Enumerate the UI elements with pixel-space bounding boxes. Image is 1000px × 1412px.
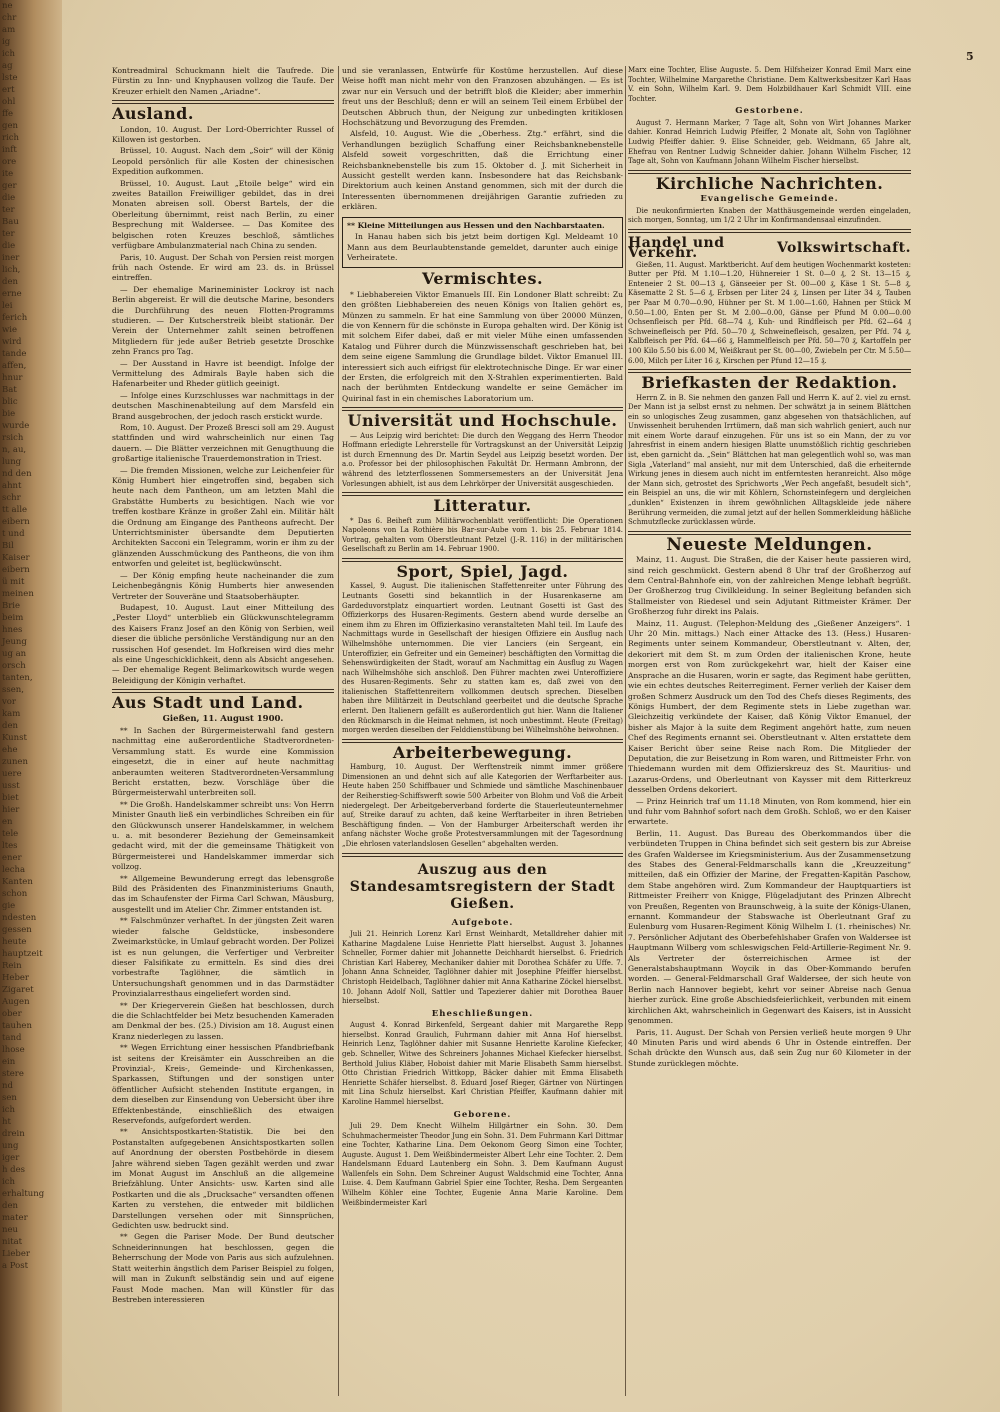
news-item: ** Ansichtspostkarten-Statistik. Die bei den Postanstalten aufgegebenen Ansichtspostkarten sollen auf Anordnung der obersten Postbehörde in diesem Jahre während sieben Tagen gezählt werden und zwar im Monat August im Anschluß an die allgemeine Briefzählung. Unter Ansichts- usw. Karten sind alle Postkarten und die als „Drucksache“ versandten offenen Karten zu verstehen, die entweder mit bildlichen Darstellungen versehen oder mit Sinnsprüchen, Gedichten usw. bedruckt sind.: [112, 1127, 334, 1231]
spine-text-fragment: rsich: [2, 433, 24, 443]
news-item: ** Allgemeine Bewunderung erregt das lebensgroße Bild des Präsidenten des Finanzministeriums Gnauth, das im Schaufenster der Firma Carl Schwan, Mäusburg, ausgestellt und im Atelier Chr. Zimmer entstanden ist.: [112, 873, 334, 914]
news-item: — Die fremden Missionen, welche zur Leichenfeier für König Humbert hier eingetroffen sind, begaben sich heute nach dem Pantheon, um am letzten Mahl die Grabstätte Humberts zu besichtigen. Nach wie vor treffen kostbare Kränze in großer Zahl ein. Militär hält die Ordnung am Eingange des Pantheons aufrecht. Der Unterrichtsminister übersandte dem Deputierten Architekten Sacconi ein Telegramm, worin er ihm zu der glänzenden Ausschmückung des Pantheons, die von ihm entworfen und geleitet ist, beglückwünscht.: [112, 465, 334, 569]
page-number: 5: [966, 50, 974, 63]
spine-text-fragment: den: [2, 277, 18, 287]
spine-text-fragment: lich,: [2, 265, 21, 275]
spine-text-fragment: wie: [2, 325, 18, 335]
spine-text-fragment: wird: [2, 337, 22, 347]
spine-text-fragment: hauptzeit: [2, 949, 43, 959]
spine-text-fragment: ein: [2, 1057, 16, 1067]
spine-text-fragment: Augen: [2, 997, 30, 1007]
subheading-evangelische: Evangelische Gemeinde.: [700, 194, 839, 205]
spine-text-fragment: nitat: [2, 1237, 23, 1247]
spine-text-fragment: lei: [2, 301, 13, 311]
spine-text-fragment: den: [2, 1201, 18, 1211]
spine-text-fragment: lhose: [2, 1045, 25, 1055]
spine-text-fragment: h des: [2, 1165, 26, 1175]
news-item: Mainz, 11. August. Die Straßen, die der Kaiser heute passieren wird, sind reich geschmückt. Gestern abend 8 Uhr traf der Großherzog auf dem Central-Bahnhofe ein, von der zahlreichen Menge lebhaft begrüßt. Der Großherzog trug Civilkleidung. In seiner Begleitung befanden sich Stallmeister von Riedesel und sein Adjutant Rittmeister Krämer. Der Großherzog fuhr direkt ins Palais.: [628, 555, 911, 617]
section-heading-vermischtes: Vermischtes.: [421, 269, 544, 289]
spine-text-fragment: a Post: [2, 1261, 29, 1271]
spine-text-fragment: ag: [2, 61, 13, 71]
dateline: Gießen, 11. August 1900.: [162, 713, 284, 724]
spine-text-fragment: vor: [2, 697, 16, 707]
spine-text-fragment: Zigaret: [2, 985, 34, 995]
spine-text-fragment: usst: [2, 781, 20, 791]
spine-text-fragment: ne: [2, 1, 13, 11]
section-heading-arbeiterbewegung: Arbeiterbewegung.: [392, 742, 573, 762]
news-item: — Der ehemalige Marineminister Lockroy ist nach Berlin abgereist. Er will die deutsche Marine, besonders die Durchführung des neuen Flotten-Programms studieren. — Der Kutscherstreik bleibt stationär. Der Verein der Unternehmer zahlt seinen betroffenen Mitgliedern für jede außer Betrieb gesetzte Droschke zehn Francs pro Tag.: [112, 284, 334, 357]
article-text: Marx eine Tochter, Elise Auguste. 5. Dem Hilfsheizer Konrad Emil Marx eine Tochter, Wilhelmine Margarethe Christiane. Dem Kaltwerksbesitzer Karl Haas V. ein Sohn, Wilhelm Karl. 9. Dem Holzbildhauer Karl Schmidt VIII. eine Tochter.: [628, 66, 911, 103]
news-item: Budapest, 10. August. Laut einer Mitteilung des „Pester Lloyd“ unterblieb ein Glückwunschtelegramm des Kaisers Franz Josef an den König von Serbien, weil dieser die übliche persönliche Verständigung nur an den russischen Hof gesendet. Im Hofkreisen wird dies mehr als eine Ungeschicklichkeit, denn als Absicht angesehen. — Der ehemalige Regent Belimarkowitsch wurde wegen Beleidigung der Königin verhaftet.: [112, 602, 334, 685]
section-heading-handel: Handel und Verkehr.: [628, 234, 725, 262]
spine-text-fragment: tanten,: [2, 673, 33, 683]
spine-text-fragment: lste: [2, 73, 18, 83]
news-item: — Infolge eines Kurzschlusses war nachmittags in der deutschen Maschinenabteilung auf dem Marsfeld ein Brand ausgebrochen, der jedoch rasch erstickt wurde.: [112, 390, 334, 421]
spine-text-fragment: hnur: [2, 373, 23, 383]
news-item: Mainz, 11. August. (Telephon-Meldung des „Gießener Anzeigers“. 1 Uhr 20 Min. mittags.) Nach einer Attacke des 13. (Hess.) Husaren-Regiments unter seinem Kommandeur, Oberstleutnant v. Alten, der, dekoriert mit dem St. m zum Orden der italienischen Krone, heute morgen erst von Rom zurückgekehrt war, hielt der Kaiser eine Ansprache an die Husaren, worin er sagte, das Regiment habe gerütten, wie ein echtes deutsches Reiterregiment. Ferner verlieh der Kaiser dem großen Schmerz Ausdruck um den Tod des Chefs dieses Regiments, des Königs Humbert, der dem Regimente stets in Liebe zugethan war. Gleichzeitig verkündete der Kaiser, daß König Viktor Emanuel, der bisher als Major à la suite dem Regiment angehört hatte, zum neuen Chef des Regiments ernannt sei. Oberstleutnant v. Alten erstattete dem Kaiser Bericht über seine Reise nach Rom. Die Mitglieder der Deputation, die zur Beisetzung in Rom waren, und Rittmeister Frhr. von Thiedemann wurden mit dem Offizierskreuz des St. Mauritius- und Lazarus-Ordens, und Oberleutnant von Kaysser mit dem Ritterkreuz desselben Ordens dekoriert.: [628, 618, 911, 795]
spine-text-fragment: Rein: [2, 961, 22, 971]
spine-text-fragment: ger: [2, 181, 17, 191]
spine-text-fragment: uere: [2, 769, 22, 779]
spine-text-fragment: mater: [2, 1213, 28, 1223]
section-heading-standesamt: Auszug aus den Standesamtsregistern der Stadt Gießen.: [349, 861, 616, 912]
article-text: Herrn Z. in B. Sie nehmen den ganzen Fall und Herrn K. auf 2. viel zu ernst. Der Mann ist ja selbst ernst zu nehmen. Der schwätzt ja in seinem Blättchen ein so unlogisches Zeug zusammen, ganz abgesehen von thatsächlichen, auf Unwissenheit beruhenden Irrtümern, daß man sich wahrlich geniert, auch nur mit einem Worte darauf einzugehen. Für uns ist so ein Mann, der zu vor Jahresfrist in einem andern hiesigen Blatte unumstößlich richtig geschrieben ist, eben garnicht da. „Sein“ Blättchen hat man gelegentlich wohl so, was man Sigla „Vaterland“ mal ansieht, nur mit dem Unterschied, daß die erheiternde Wirkung jenes in diesem auch nicht im entferntesten heranreicht. Also möge der Mann sich, getrostet des Sprichworts „Wer Pech angefaßt, besudelt sich“, ein Beispiel an uns, die wir mit Köhlern, Schornsteinfegern und dergleichen „dunklen“ Existenzen in ihrem gewöhnlichen Alltagskleide jede nähere Berührung vermeiden, die zumal jetzt auf der hellen Sommerkleidung häßliche Schmutzflecke zurücklassen würde.: [628, 393, 911, 527]
spine-text-fragment: lung: [2, 457, 22, 467]
spine-text-fragment: kam: [2, 709, 21, 719]
spine-text-fragment: Brie: [2, 601, 21, 611]
spine-text-fragment: ig: [2, 37, 11, 47]
spine-text-fragment: ung: [2, 1141, 19, 1151]
spine-text-fragment: chr: [2, 13, 17, 23]
news-item: ** Wegen Errichtung einer hessischen Pfandbriefbank ist seitens der Kreisämter ein Ausschreiben an die Provinzial-, Kreis-, Gemeinde- und Kirchenkassen, Sparkassen, Stiftungen und der sonstigen unter öffentlicher Aufsicht stehenden Institute ergangen, in dem dieselben zur Einsendung von Uebersicht über ihre Effektenbestände, einschließlich des etwaigen Reservefonds, aufgefordert werden.: [112, 1043, 334, 1125]
news-item: — Der Ausstand in Havre ist beendigt. Infolge der Vermittelung des Admirals Bayle haben sich die Hafenarbeiter und Rheder gütlich geeinigt.: [112, 358, 334, 389]
column-3: [628, 66, 911, 1070]
left-page-edge: [0, 0, 62, 1412]
article-text: Hamburg, 10. August. Der Werftenstreik nimmt immer größere Dimensionen an und dehnt sich auf alle Kategorien der Werftarbeiter aus. Heute haben 250 Schiffbauer und Schmiede und sämtliche Maschinenbauer der Reiherstieg-Schiffswerft sowie 500 Arbeiter von Blohm und Voß die Arbeit niedergelegt. Der Arbeitgeberverband forderte die Stauerleuteunternehmer auf, Streike darauf zu achten, daß keine Werftarbeiter in ihren Betrieben Beschäftigung finden. — Von der Hamburger Arbeiterschaft werden ihr anfang nächster Woche große Protestversammlungen mit der Tagesordnung „Die ehrlosen vaterlandslosen Gesellen“ abgehalten werden.: [342, 763, 623, 848]
spine-text-fragment: wurde: [2, 421, 30, 431]
spine-text-fragment: ferich: [2, 313, 28, 323]
article-text: und sie veranlassen, Entwürfe für Kostüme herzustellen. Auf diese Weise hofft man nicht mehr von den Franzosen abzuhängen. — Es ist zwar nur ein Versuch und der betrifft bloß die Kleider; aber immerhin freut uns der Beschluß; denn er will an seinem Teil einem Erbübel der Deutschen Abbruch thun, der Neigung zur unbedingten kritiklosen Hochschätzung und Bevorzugung des Fremden.: [342, 66, 623, 128]
spine-text-fragment: blic: [2, 397, 18, 407]
spine-text-fragment: iger: [2, 1153, 20, 1163]
spine-text-fragment: ich: [2, 49, 15, 59]
section-divider: [342, 853, 623, 857]
spine-text-fragment: Kaiser: [2, 553, 30, 563]
spine-text-fragment: biet: [2, 793, 19, 803]
spine-text-fragment: am: [2, 25, 16, 35]
article-text: In Hanau haben sich bis jetzt beim dortigen Kgl. Meldeamt 10 Mann aus dem Beurlaubtenstande gemeldet, darunter auch einige Verheiratete.: [347, 232, 618, 262]
spine-text-fragment: ich: [2, 1177, 15, 1187]
news-item: ** Gegen die Pariser Mode. Der Bund deutscher Schneiderinnungen hat beschlossen, gegen die Beherrschung der Mode von Paris aus sich aufzulehnen. Statt weiterhin ängstlich dem Pariser Beispiel zu folgen, will man in Zukunft selbständig sein und auf eigene Faust Mode machen. Man will Künstler für das Bestreben interessieren: [112, 1232, 334, 1304]
spine-text-fragment: sen: [2, 1093, 17, 1103]
news-item: ** Falschmünzer verhaftet. In der jüngsten Zeit waren wieder falsche Geldstücke, insbesondere Zweimarkstücke, in Umlauf gebracht worden. Der Polizei ist es nun gelungen, die Verfertiger und Verbreiter dieser Falsifikate zu ermitteln. Es sind dies drei vorbestrafte Taglöhner, die sämtlich in Untersuchungshaft genommen und in das Darmstädter Provinzialarresthaus eingeliefert worden sind.: [112, 916, 334, 999]
spine-text-fragment: gie: [2, 901, 16, 911]
news-item: ** Der Kriegerverein Gießen hat beschlossen, durch die die Schlachtfelder bei Metz besuchenden Kameraden am Denkmal der bes. (25.) Division am 18. August einen Kranz niederlegen zu lassen.: [112, 1000, 334, 1041]
article-text: Kassel, 9. August. Die italienischen Staffettenreiter unter Führung des Leutnants Gosetti sind bekanntlich in der Husarenkaserne am Gardeduvorstplatz einquartiert worden. Leutnant Gosetti ist Gast des Offizierkorps des Husaren-Regiments. Gestern abend wurde derselbe an einem ihm zu Ehren im Offizierkasino veranstalteten Mahl teil. Im Laufe des Nachmittags wurde in Gesellschaft der hiesigen Offiziere ein Ausflug nach Wilhelmshöhe unternommen. Die vier Lanciers (ein Sergeant, ein Unteroffizier, ein Gefreiter und ein Gemeiner) beschäftigten den Vormittag die Sehenswürdigkeiten der Stadt, worauf am Nachmittag ein Ausflug zu Wagen nach Wilhelmshöhe sich anschloß. Den Führer machten zwei Unteroffiziere des Husaren-Regiments. Sehr zu statten kam es, daß zwei von den italienischen Staffettenreitern vollkommen deutsch sprechen. Dieselben haben ihre Militärzeit in Deutschland geerbeitet und die deutsche Sprache erlernt. Den Italienern gefällt es außerordentlich gut hier. Wann die Italiener den Rückmarsch in die Heimat nehmen, ist noch unbestimmt. Heute (Freitag) morgen werden dieselben der Felddienstübung bei Wilhelmshöhe beiwohnen.: [342, 582, 623, 735]
spine-text-fragment: heute: [2, 937, 27, 947]
spine-text-fragment: erne: [2, 289, 22, 299]
news-item: Berlin, 11. August. Das Bureau des Oberkommandos über die verbündeten Truppen in China befindet sich seit gestern bis zur Abreise des Grafen Waldersee im Kriegsministerium. Aus der Zusammensetzung des Stabes des General-Feldmarschalls kann die „Kreuzzeitung“ mitteilen, daß ein Offizier der Marine, der Fregatten-Kapitän Paschow, dem Stabe angehören wird. Zum Kommandeur der Hauptquartiers ist Rittmeister Freiherr von Knigge, Flügeladjutant des Prinzen Albrecht von Preußen, Regenten von Braunschweig, à la suite der Königs-Ulanen, ernannt. Kommandeur der Stabswache ist Oberleutnant Graf zu Eulenburg vom Husaren-Regiment König Wilhelm I. (1. rheinisches) Nr. 7. Persönlicher Adjutant des Oberbefehlshaber Grafen von Waldersee ist Hauptmann Wilberg vom schleswigschen Feld-Artillerie-Regiment Nr. 9. Als Vertreter der österreichischen Armee ist der Generalstabshauptmann Woycik in das Ober-Kommando berufen worden. — General-Feldmarschall Graf Waldersee, der sich heute von Berlin nach Hannover begiebt, kehrt vor seiner Abreise nach Genua hierher zurück. Eine große Abschiedsfeierlichkeit, verbunden mit einem kirchlichen Akt, wahrscheinlich in Gegenwart des Kaisers, ist in Aussicht genommen.: [628, 828, 911, 1026]
spine-text-fragment: erhaltung: [2, 1189, 45, 1199]
news-item: Paris, 10. August. Der Schah von Persien reist morgen früh nach Ostende. Er wird am 23. ds. in Brüssel eintreffen.: [112, 252, 334, 283]
market-report: Gießen, 11. August. Marktbericht. Auf dem heutigen Wochenmarkt kosteten: Butter per Pfd. M 1.10—1.20, Hühnereier 1 St. 0—0 ₰, 2 St. 13—15 ₰, Enteneier 2 St. 00—13 ₰, Gänseeier per St. 00—00 ₰, Käse 1 St. 5—8 ₰, Käsematte 2 St. 5—6 ₰, Erbsen per Liter 24 ₰, Linsen per Liter 34 ₰, Tauben per Paar M 0.70—0.90, Hühner per St. M 1.00—1.60, Hahnen per Stück M 0.50—1.00, Enten per St. M 2.00—0.00, Gänse per Pfund M 0.00—0.00 Ochsenfleisch per Pfd. 68—74 ₰, Kuh- und Rindfleisch per Pfd. 62—64 ₰ Schweinefleisch per Pfd. 50—70 ₰, Schweinefleisch, gesalzen, per Pfd. 74 ₰, Kalbfleisch per Pfd. 64—66 ₰, Hammelfleisch per Pfd. 50—70 ₰, Kartoffeln per 100 Kilo 5.50 bis 6.00 M, Weißkraut per St. 00—00, Zwiebeln per Ctr. M 5.50—6.00, Milch per Liter 16 ₰, Kirschen per Pfund 12—15 ₰.: [628, 260, 911, 365]
section-divider: [628, 229, 911, 233]
spine-text-fragment: orsch: [2, 661, 26, 671]
spine-text-fragment: den: [2, 721, 18, 731]
spine-text-fragment: schr: [2, 493, 21, 503]
spine-text-fragment: neu: [2, 1225, 18, 1235]
section-heading-neueste-meldungen: Neueste Meldungen.: [666, 534, 873, 555]
spine-text-fragment: Kunst: [2, 733, 27, 743]
spine-text-fragment: ober: [2, 1009, 22, 1019]
spine-text-fragment: ener: [2, 853, 22, 863]
spine-text-fragment: ffe: [2, 109, 14, 119]
spine-text-fragment: Kanten: [2, 877, 33, 887]
spine-text-fragment: iner: [2, 253, 20, 263]
box-kleine-mitteilungen: [342, 217, 623, 269]
subheading-eheschliessungen: Eheschließungen.: [431, 1008, 534, 1019]
spine-text-fragment: Bil: [2, 541, 14, 551]
spine-text-fragment: lecha: [2, 865, 26, 875]
section-heading-volkswirtschaft: Volkswirtschaft.: [776, 239, 911, 256]
spine-text-fragment: stere: [2, 1069, 24, 1079]
spine-text-fragment: rich: [2, 133, 20, 143]
column-2: [342, 66, 623, 1209]
spine-text-fragment: ahnt: [2, 481, 22, 491]
article-text: * Liebhabereien Viktor Emanuels III. Ein Londoner Blatt schreibt: Zu den größten Liebhabereien des neuen Königs von Italien gehört es, Münzen zu sammeln. Er hat eine Sammlung von über 20000 Münzen, die von Kennern für die schönste in Europa gehalten wird. Der König ist mit solchem Eifer dabei, daß er mit vieler Mühe einen umfassenden Katalog und Führer durch die Münzwissenschaft geschrieben hat, bei dem seine eigene Sammlung die Grundlage bildet. Viktor Emanuel III. interessiert sich auch eifrigst für elektrotechnische Dinge. Er war einer der Ersten, die erfolgreich mit den X-Strahlen experimentierten. Bald nach der berühmten Entdeckung wandelte er seine Gemächer im Quirinal fast in ein chemisches Laboratorium um.: [342, 289, 623, 403]
spine-text-fragment: ü mit: [2, 577, 25, 587]
news-item: Paris, 11. August. Der Schah von Persien verließ heute morgen 9 Uhr 40 Minuten Paris und wird abends 6 Uhr in Ostende eintreffen. Der Schah drückte den Wunsch aus, daß sein Zug nur 60 Kilometer in der Stunde zurücklegen möchte.: [628, 1027, 911, 1068]
spine-text-fragment: die: [2, 241, 16, 251]
news-item: ** Die Großh. Handelskammer schreibt uns: Von Herrn Minister Gnauth ließ ein verbindliches Schreiben ein für den Glückwunsch unserer Handelskammer, in welchem u. a. mit besonderer Beziehung der Gemeinsamkeit gedacht wird, mit der die gemeinsame Thätigkeit von Bürgermeisterei und Handelskammer immerdar sich vollzog.: [112, 799, 334, 872]
section-heading-sport: Sport, Spiel, Jagd.: [396, 561, 569, 581]
spine-text-fragment: Bat: [2, 385, 17, 395]
spine-text-fragment: ter: [2, 229, 15, 239]
spine-text-fragment: eibern: [2, 565, 30, 575]
news-item: ** In Sachen der Bürgermeisterwahl fand gestern nachmittag eine außerordentliche Stadtverordneten-Versammlung statt. Es wurde eine Kommission eingesetzt, die in einer auf heute nachmittag anberaumten weiteren Stadtverordneten-Versammlung Bericht erstatten, bezw. Vorschläge über die Bürgermeisterwahl unterbreiten soll.: [112, 725, 334, 798]
spine-text-fragment: schon: [2, 889, 28, 899]
spine-text-fragment: ore: [2, 157, 17, 167]
spine-text-fragment: ssen,: [2, 685, 24, 695]
subheading-gestorbene: Gestorbene.: [735, 106, 804, 117]
article-text: Alsfeld, 10. August. Wie die „Oberhess. Ztg.“ erfährt, sind die Verhandlungen bezüglich Schaffung einer Reichsbanknebenstelle Alsfeld soweit vorgeschritten, daß die Errichtung einer Reichsbanknebenstelle bis zum 15. Oktober d. J. mit Sicherheit in Aussicht gestellt werden kann. Insbesondere hat das Reichsbank-Direktorium auch keinen Anstand genommen, sich mit der durch die Interessenten übernommenen dreijährigen Garantie zufrieden zu erklären.: [342, 129, 623, 212]
spine-text-fragment: ug an: [2, 649, 27, 659]
section-stadt-und-land: [112, 726, 334, 1305]
spine-text-fragment: gessen: [2, 925, 32, 935]
spine-text-fragment: Lieber: [2, 1249, 30, 1259]
article-text: Die neukonfirmierten Knaben der Matthäusgemeinde werden eingeladen, sich morgen, Sonntag, um 1/2 2 Uhr im Konfirmandensaal einzufinden.: [628, 206, 911, 225]
section-heading-kirchliche: Kirchliche Nachrichten.: [655, 173, 884, 193]
news-item: Rom, 10. August. Der Prozeß Bresci soll am 29. August stattfinden und wird wahrscheinlich nur einen Tag dauern. — Die Blätter verzeichnen mit Genugthuung die großartige italienische Trauerdemonstration in Triest.: [112, 423, 334, 464]
spine-text-fragment: hier: [2, 805, 20, 815]
spine-text-fragment: affen,: [2, 361, 27, 371]
spine-text-fragment: tande: [2, 349, 27, 359]
spine-text-fragment: ert: [2, 85, 15, 95]
spine-text-fragment: tand: [2, 1033, 22, 1043]
article-text: Kontreadmiral Schuckmann hielt die Taufrede. Die Fürstin zu Inn- und Knyphausen vollzog die Taufe. Der Kreuzer erhielt den Namen „Ariadne“.: [112, 66, 334, 96]
spine-text-fragment: tauhen: [2, 1021, 32, 1031]
article-text: * Das 6. Beiheft zum Militärwochenblatt veröffentlicht: Die Operationen Napoleons von La Rothière bis Bar-sur-Aube vom 1. bis 25. Februar 1814. Vortrag, gehalten vom Oberstleutnant Petzel (J.-R. 116) in der militärischen Gesellschaft zu Berlin am 14. Februar 1900.: [342, 516, 623, 554]
spine-text-fragment: beim: [2, 613, 24, 623]
article-text: August 7. Hermann Marker, 7 Tage alt, Sohn von Wirt Johannes Marker dahier. Konrad Heinrich Ludwig Pfeiffer, 2 Monate alt, Sohn von Taglöhner Ludwig Pfeiffer dahier. 9. Elise Schneider, geb. Weidmann, 65 Jahre alt, Ehefrau von Rentner Ludwig Schneider dahier. Johann Wilhelm Fischer, 12 Tage alt, Sohn von Kaufmann Johann Wilhelm Fischer hierselbst.: [628, 118, 911, 166]
news-item: — Prinz Heinrich traf um 11.18 Minuten, von Rom kommend, hier ein und fuhr vom Bahnhof sofort nach dem Großh. Schloß, wo er den Kaiser erwartete.: [628, 796, 911, 827]
column-1: [112, 66, 334, 1306]
spine-text-fragment: ehe: [2, 745, 18, 755]
news-item: Brüssel, 10. August. Nach dem „Soir“ will der König Leopold persönlich für alle Kosten der chinesischen Expedition aufkommen.: [112, 146, 334, 177]
spine-text-fragment: ich: [2, 1105, 15, 1115]
spine-text-fragment: ht: [2, 1117, 11, 1127]
article-text: — Aus Leipzig wird berichtet: Die durch den Weggang des Herrn Theodor Hoffmann erledigte Lehrerstelle für Vortragskunst an der Universität Leipzig ist durch Ernennung des Dr. Martin Seydel aus Leipzig besetzt worden. Der a.o. Professor bei der philosophischen Fakultät Dr. Hermann Ambronn, der während des letzterflossenen Sommersemesters an der Universität Jena Vorlesungen abhielt, ist aus dem Lehrkörper der Universität ausgeschieden.: [342, 431, 623, 488]
news-item: — Der König empfing heute nacheinander die zum Leichenbegängnis König Humberts hier anwesenden Vertreter der Souveräne und Staatsoberhäupter.: [112, 570, 334, 601]
spine-text-fragment: ohl: [2, 97, 16, 107]
news-item: London, 10. August. Der Lord-Oberrichter Russel of Killowen ist gestorben.: [112, 124, 334, 145]
box-heading: ** Kleine Mitteilungen aus Hessen und den Nachbarstaaten.: [347, 220, 605, 230]
spine-text-fragment: tt alle: [2, 505, 28, 515]
spine-text-fragment: die: [2, 193, 16, 203]
subheading-aufgebote: Aufgebote.: [451, 917, 514, 928]
spine-text-fragment: drein: [2, 1129, 25, 1139]
spine-text-fragment: ite: [2, 169, 14, 179]
spine-text-fragment: Jeung: [2, 637, 27, 647]
article-text: Juli 21. Heinrich Lorenz Karl Ernst Weinhardt, Metalldreher dahier mit Katharine Magdalene Luise Henriette Platt hierselbst. August 3. Johannes Schneller, Former dahier mit Johannette Deichhardt hierselbst. 6. Friedrich Christian Karl Haberey, Mechaniker dahier mit Dorothea Schäfer zu Uffe. 7. Johann Anna Schneider, Taglöhner dahier mit Josephine Pfeiffer hierselbst. Christoph Heidelbach, Taglöhner dahier mit Anna Katharine Zöckel hierselbst. 10. Johann Adolf Noll, Sattler und Tapezierer dahier mit Dorothea Bauer hierselbst.: [342, 930, 623, 1006]
spine-text-fragment: ter: [2, 205, 15, 215]
article-text: Juli 29. Dem Knecht Wilhelm Hillgärtner ein Sohn. 30. Dem Schuhmachermeister Theodor Jung ein Sohn. 31. Dem Fuhrmann Karl Dittmar eine Tochter, Katharine Lina. Dem Oekonom Georg Simon eine Tochter, Auguste. August 1. Dem Weißbindermeister Albert Lehr eine Tochter. 2. Dem Handelsmann Eduard Lautenberg ein Sohn. 3. Dem Kaufmann August Wallenfels ein Sohn. Dem Schreiner August Waldschmid eine Tochter, Anna Luise. 4. Dem Kaufmann Gabriel Spier eine Tochter, Resha. Dem Sergeanten Wilhelm Köhler eine Tochter, Eugenie Anna Marie Karoline. Dem Weißbindermeister Karl: [342, 1121, 623, 1207]
handel-header-row: [628, 236, 911, 261]
column-rule: [625, 66, 626, 1396]
section-heading-litteratur: Litteratur.: [433, 496, 532, 516]
spine-text-fragment: ndesten: [2, 913, 37, 923]
spine-text-fragment: hnes: [2, 625, 23, 635]
spine-text-fragment: inft: [2, 145, 17, 155]
spine-text-fragment: en: [2, 817, 13, 827]
spine-text-fragment: bie: [2, 409, 16, 419]
section-heading-briefkasten: Briefkasten der Redaktion.: [641, 373, 898, 393]
spine-text-fragment: ltes: [2, 841, 18, 851]
news-item: Brüssel, 10. August. Laut „Etoile belge“ wird ein zweites Bataillon Freiwilliger gebildet, das in drei Monaten abreisen soll. Oberst Bartels, der die Oberleitung übernimmt, reist nach Berlin, zu einer Besprechung mit Waldersee. — Das Komitee des belgischen roten Kreuzes beschloß, sämtliches verfügbare Ambulanzmaterial nach China zu senden.: [112, 178, 334, 251]
subheading-geborene: Geborene.: [453, 1109, 512, 1120]
section-ausland: [112, 125, 334, 687]
section-heading-universitaet: Universität und Hochschule.: [347, 411, 618, 431]
spine-text-fragment: eibern: [2, 517, 30, 527]
article-text: August 4. Konrad Birkenfeld, Sergeant dahier mit Margarethe Repp hierselbst. Konrad Graulich, Fuhrmann dahier mit Anna Hof hierselbst. Heinrich Lenz, Taglöhner dahier mit Susanne Henriette Karoline Kiefecker, geb. Schneller, Witwe des Schreiners Johannes Michael Kiefecker hierselbst. Berthold Julius Kläber, Hoboist dahier mit Marie Elisabeth Samm hierselbst. Otto Christian Friedrich Wittkopp, Bäcker dahier mit Emma Elisabeth Henriette Schäfer hierselbst. 8. Eduard Josef Rieger, Gärtner von Nürtingen mit Lina Schulz hierselbst. Karl Christian Pfeiffer, Kaufmann dahier mit Karoline Hammel hierselbst.: [342, 1021, 623, 1106]
spine-text-fragment: nd: [2, 1081, 13, 1091]
spine-text-fragment: Bau: [2, 217, 19, 227]
spine-text-fragment: nd den: [2, 469, 32, 479]
spine-text-fragment: meinen: [2, 589, 34, 599]
spine-text-fragment: t und: [2, 529, 25, 539]
spine-text-fragment: zunen: [2, 757, 28, 767]
section-heading-ausland: Ausland.: [112, 104, 194, 124]
spine-text-fragment: gen: [2, 121, 18, 131]
column-rule: [338, 66, 339, 1396]
spine-text-fragment: tele: [2, 829, 19, 839]
spine-text-fragment: n, au,: [2, 445, 27, 455]
spine-text-fragment: Heber: [2, 973, 29, 983]
section-heading-stadt-und-land: Aus Stadt und Land.: [112, 693, 304, 713]
